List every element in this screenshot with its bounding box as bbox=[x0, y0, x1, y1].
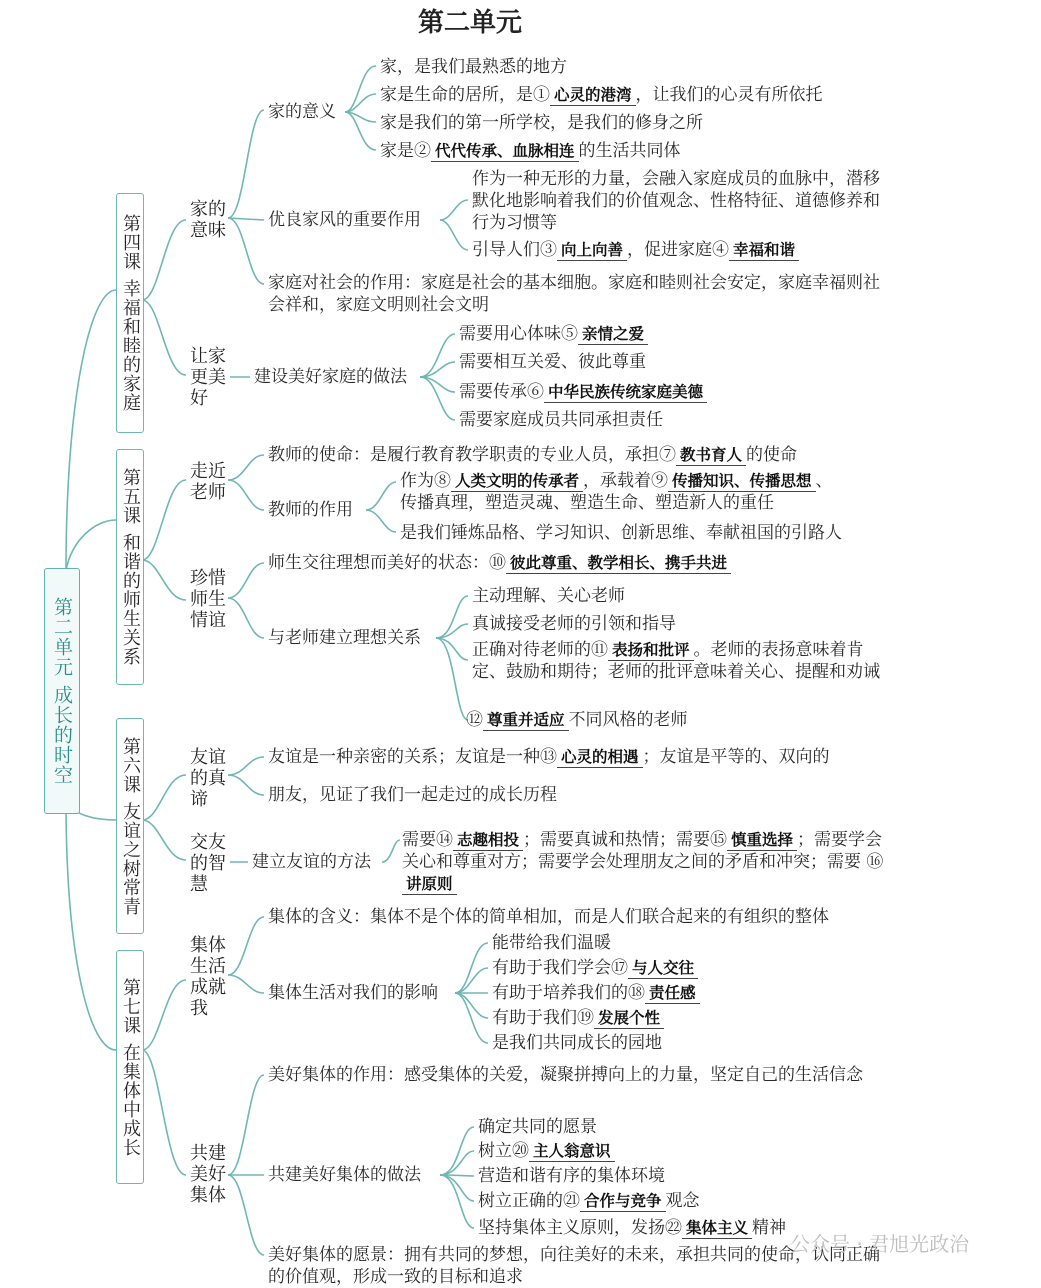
leaf-z1 bbox=[400, 470, 833, 492]
leaf-d1: 确定共同的愿景 bbox=[478, 1117, 597, 1137]
leaf-z1-cont: 传播真理，塑造灵魂、塑造生命、塑造新人的重任 bbox=[400, 493, 774, 513]
lesson-6-box bbox=[116, 718, 144, 934]
leaf-c2-text: 有助于我们学会⑰ bbox=[492, 958, 628, 978]
leaf-j4 bbox=[380, 140, 681, 162]
leaf-c3 bbox=[492, 982, 700, 1004]
leaf-shisheng bbox=[268, 552, 731, 574]
leaf-d5 bbox=[478, 1217, 786, 1239]
section-zhenxi-shisheng: 珍惜师生情谊 bbox=[190, 568, 226, 631]
leaf-c4-text: 有助于我们⑲ bbox=[492, 1008, 594, 1028]
leaf-y2 bbox=[472, 239, 799, 261]
leaf-f1 bbox=[268, 746, 830, 768]
leaf-l4-text: ⑫ bbox=[466, 710, 483, 730]
leaf-c1: 能带给我们温暖 bbox=[492, 933, 611, 953]
page-title: 第二单元 bbox=[418, 8, 523, 38]
leaf-d2-text: 树立⑳ bbox=[478, 1141, 529, 1161]
section-jiaoyou-zhihui: 交友的智慧 bbox=[190, 832, 226, 895]
lesson-7-box bbox=[116, 950, 144, 1184]
leaf-z1-text-end: 、 bbox=[815, 471, 833, 491]
answer-6: 中华民族传统家庭美德 bbox=[544, 383, 707, 403]
leaf-d5-text: 坚持集体主义原则，发扬㉒ bbox=[478, 1218, 682, 1238]
leaf-c4 bbox=[492, 1007, 664, 1029]
answer-11: 表扬和批评 bbox=[608, 641, 694, 661]
node-jianli-youyi: 建立友谊的方法 bbox=[252, 852, 371, 872]
leaf-l4-text-end: 不同风格的老师 bbox=[568, 710, 688, 730]
leaf-l3-text-end: 。老师的表扬意味着肯定、鼓励和期待；老师的批评意味着关心、提醒和劝诫 bbox=[472, 640, 880, 682]
node-yuanjing-label: 美好集体的愿景： bbox=[268, 1245, 404, 1265]
leaf-s1-text: 是履行教育教学职责的专业人员，承担⑦ bbox=[370, 445, 676, 465]
leaf-l1: 主动理解、关心老师 bbox=[472, 586, 625, 606]
node-jianshe-jiating: 建设美好家庭的做法 bbox=[254, 367, 407, 387]
leaf-hanyi bbox=[268, 906, 829, 928]
answer-12: 尊重并适应 bbox=[483, 711, 569, 731]
leaf-m1 bbox=[459, 323, 648, 345]
lesson-5-title: 和谐的师生关系 bbox=[120, 533, 141, 666]
answer-1: 心灵的港湾 bbox=[550, 86, 636, 106]
lesson-4-number: 第四课 bbox=[120, 214, 141, 271]
leaf-m3-text: 需要传承⑥ bbox=[459, 382, 544, 402]
leaf-f1-text: 友谊是一种亲密的关系；友谊是一种⑬ bbox=[268, 747, 557, 767]
node-jia-de-yiyi: 家的意义 bbox=[268, 102, 336, 122]
answer-20: 主人翁意识 bbox=[529, 1142, 615, 1162]
leaf-d3: 营造和谐有序的集体环境 bbox=[478, 1166, 665, 1186]
unit-box bbox=[44, 568, 80, 814]
node-jianli-guanxi: 与老师建立理想关系 bbox=[268, 628, 421, 648]
leaf-m1-text: 需要用心体味⑤ bbox=[459, 324, 578, 344]
leaf-f1-text-end: ；友谊是平等的、双向的 bbox=[642, 747, 830, 767]
answer-3: 向上向善 bbox=[557, 241, 627, 261]
lesson-4-box bbox=[116, 193, 144, 433]
leaf-m4: 需要家庭成员共同承担责任 bbox=[459, 410, 663, 430]
leaf-z2: 是我们锤炼品格、学习知识、创新思维、奉献祖国的引路人 bbox=[400, 523, 842, 543]
answer-10: 彼此尊重、教学相长、携手共进 bbox=[506, 554, 731, 574]
answer-17: 与人交往 bbox=[628, 959, 698, 979]
leaf-m2: 需要相互关爱、彼此尊重 bbox=[459, 352, 646, 372]
leaf-w1-text-mid: ；需要真诚和热情；需要⑮ bbox=[523, 830, 728, 850]
leaf-f2: 朋友，见证了我们一起走过的成长历程 bbox=[268, 785, 557, 805]
node-hanyi-label: 集体的含义： bbox=[268, 907, 370, 927]
node-jiti-yingxiang: 集体生活对我们的影响 bbox=[268, 983, 438, 1003]
section-jia-de-yiwei: 家的意味 bbox=[190, 199, 226, 241]
node-youliang-jiafeng: 优良家风的重要作用 bbox=[268, 210, 421, 230]
answer-15: 慎重选择 bbox=[727, 831, 797, 851]
leaf-w1-text: 需要⑭ bbox=[402, 830, 453, 850]
leaf-m3 bbox=[459, 381, 707, 403]
answer-16: 讲原则 bbox=[402, 875, 457, 895]
answer-18: 责任感 bbox=[645, 984, 700, 1004]
answer-14: 志趣相投 bbox=[453, 831, 523, 851]
leaf-d2 bbox=[478, 1140, 615, 1162]
lesson-7-number: 第七课 bbox=[120, 977, 141, 1035]
section-jiti-shenghuo: 集体生活成就我 bbox=[190, 935, 226, 1019]
leaf-j4-text: 家是② bbox=[380, 141, 431, 161]
watermark: 公众号 · 君旭光政治 bbox=[790, 1232, 970, 1256]
leaf-z1-text-mid: ，承载着⑨ bbox=[583, 471, 669, 491]
node-jiaoshi-zuoyong: 教师的作用 bbox=[268, 500, 353, 520]
node-shisheng-label: 师生交往理想而美好的状态： bbox=[268, 553, 489, 573]
leaf-meihao-zuoyong bbox=[268, 1064, 888, 1086]
node-gongjian-zuofa: 共建美好集体的做法 bbox=[268, 1165, 421, 1185]
leaf-shiming bbox=[268, 444, 797, 466]
leaf-d5-text-end: 精神 bbox=[752, 1218, 787, 1238]
leaf-c2 bbox=[492, 957, 698, 979]
leaf-j4-text-end: 的生活共同体 bbox=[578, 141, 681, 161]
leaf-l3-text: 正确对待老师的⑪ bbox=[472, 640, 608, 660]
leaf-j3: 家是我们的第一所学校，是我们的修身之所 bbox=[380, 113, 703, 133]
leaf-w1-text-mid2: ；需要学会关心和尊重对方；需要学会处理朋友之间的矛盾和冲突；需要 ⑯ bbox=[402, 830, 884, 872]
answer-5: 亲情之爱 bbox=[578, 325, 648, 345]
leaf-shehui bbox=[268, 272, 888, 316]
lesson-5-number: 第五课 bbox=[120, 468, 141, 525]
leaf-d4-text: 树立正确的㉑ bbox=[478, 1191, 580, 1211]
lesson-6-title: 友谊之树常青 bbox=[120, 801, 141, 916]
lesson-5-box bbox=[116, 449, 144, 685]
leaf-d4-text-end: 观念 bbox=[665, 1191, 700, 1211]
leaf-c3-text: 有助于培养我们的⑱ bbox=[492, 983, 645, 1003]
answer-21: 合作与竞争 bbox=[580, 1192, 666, 1212]
answer-19: 发展个性 bbox=[594, 1009, 664, 1029]
answer-2: 代代传承、血脉相连 bbox=[431, 142, 579, 162]
section-youyi-zhendi: 友谊的真谛 bbox=[190, 747, 226, 810]
node-shehui-label: 家庭对社会的作用： bbox=[268, 273, 421, 293]
leaf-y2-text: 引导人们③ bbox=[472, 240, 557, 260]
answer-4: 幸福和谐 bbox=[729, 241, 799, 261]
leaf-j2-text: 家是生命的居所，是① bbox=[380, 85, 550, 105]
leaf-y1: 作为一种无形的力量，会融入家庭成员的血脉中，潜移默化地影响着我们的价值观念、性格特征、道德修养和行为习惯等 bbox=[472, 169, 880, 233]
leaf-d4 bbox=[478, 1190, 700, 1212]
leaf-yj-text: 拥有共同的梦想，向往美好的未来，承担共同的使命，认同正确的价值观，形成一致的目标和追求 bbox=[268, 1245, 880, 1287]
leaf-y2-text-mid: ，促进家庭④ bbox=[627, 240, 730, 260]
unit-number: 第二单元 bbox=[51, 597, 73, 677]
node-shiming-label: 教师的使命： bbox=[268, 445, 370, 465]
answer-13: 心灵的相遇 bbox=[557, 748, 643, 768]
section-rang-jia-geng-meihao: 让家更美好 bbox=[190, 346, 226, 409]
leaf-w1 bbox=[402, 829, 890, 895]
unit-title: 成长的时空 bbox=[51, 685, 73, 785]
answer-8: 人类文明的传承者 bbox=[451, 472, 583, 492]
leaf-z1-text: 作为⑧ bbox=[400, 471, 451, 491]
node-meihao-zuoyong-label: 美好集体的作用： bbox=[268, 1065, 404, 1085]
section-gongjian-jiti: 共建美好集体 bbox=[190, 1143, 226, 1206]
answer-22: 集体主义 bbox=[682, 1219, 752, 1239]
lesson-7-title: 在集体中成长 bbox=[120, 1042, 141, 1157]
leaf-j1: 家，是我们最熟悉的地方 bbox=[380, 57, 567, 77]
answer-9: 传播知识、传播思想 bbox=[668, 472, 816, 492]
leaf-hanyi-text: 集体不是个体的简单相加，而是人们联合起来的有组织的整体 bbox=[370, 907, 829, 927]
leaf-s1-text-end: 的使命 bbox=[746, 445, 798, 465]
leaf-shehui-text: 家庭是社会的基本细胞。家庭和睦则社会安定，家庭幸福则社会祥和，家庭文明则社会文明 bbox=[268, 273, 880, 315]
leaf-c5: 是我们共同成长的园地 bbox=[492, 1033, 662, 1053]
leaf-j2 bbox=[380, 84, 823, 106]
section-zoujin-laoshi: 走近老师 bbox=[190, 461, 226, 503]
leaf-mz-text: 感受集体的关爱，凝聚拼搏向上的力量，坚定自己的生活信念 bbox=[404, 1065, 863, 1085]
leaf-l2: 真诚接受老师的引领和指导 bbox=[472, 614, 676, 634]
lesson-4-title: 幸福和睦的家庭 bbox=[120, 279, 141, 412]
leaf-l3 bbox=[472, 639, 892, 683]
leaf-j2-text-end: ，让我们的心灵有所依托 bbox=[635, 85, 823, 105]
leaf-l4 bbox=[466, 709, 688, 731]
lesson-6-number: 第六课 bbox=[120, 736, 141, 794]
answer-7: 教书育人 bbox=[676, 446, 746, 466]
leaf-q1-text: ⑩ bbox=[489, 553, 506, 573]
